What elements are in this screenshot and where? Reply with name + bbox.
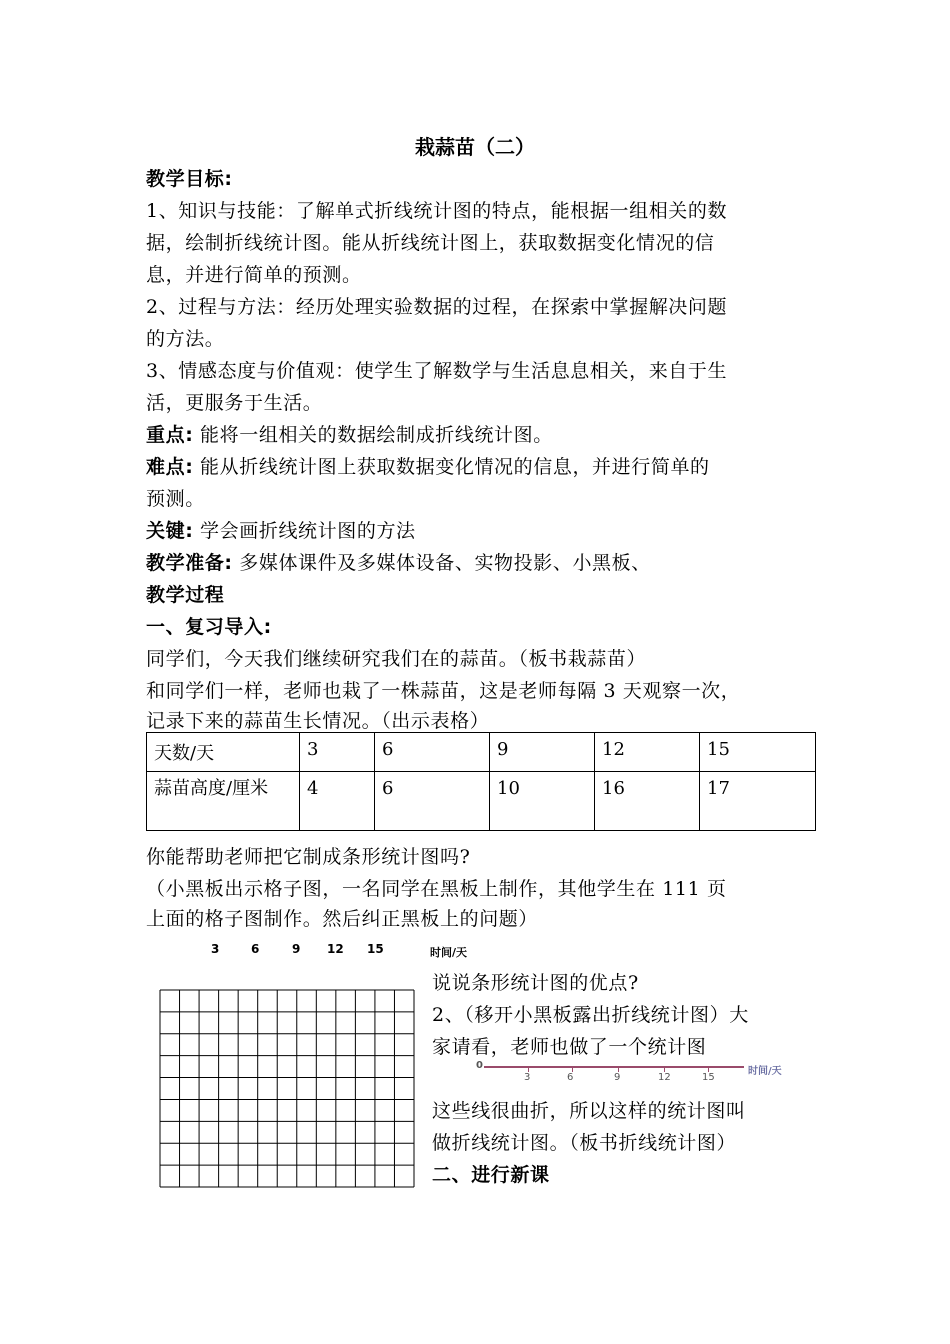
question1: 你能帮助老师把它制成条形统计图吗? (146, 846, 471, 868)
growth-table (146, 732, 816, 831)
key-point (146, 420, 553, 447)
goal3-line2: 活，更服务于生活。 (146, 392, 323, 414)
small-axis-tick-label: 9 (614, 1072, 621, 1083)
goal3-line1: 3、情感态度与价值观：使学生了解数学与生活息息相关，来自于生 (146, 360, 728, 382)
para1: 同学们，今天我们继续研究我们在的蒜苗。（板书栽蒜苗） (146, 648, 647, 670)
right-line4: 这些线很曲折，所以这样的统计图叫 (432, 1100, 746, 1122)
goal2-line1: 2、过程与方法：经历处理实验数据的过程，在探索中掌握解决问题 (146, 296, 728, 318)
goal1-line2: 据，绘制折线统计图。能从折线统计图上，获取数据变化情况的信 (146, 232, 715, 254)
crux-text: 学会画折线统计图的方法 (200, 520, 416, 542)
difficult-label: 难点: (146, 456, 194, 478)
goals-heading: 教学目标: (146, 168, 233, 190)
grid-tick-label: 6 (251, 942, 260, 956)
right-line2: 2、（移开小黑板露出折线统计图）大 (432, 1004, 749, 1026)
prep-text: 多媒体课件及多媒体设备、实物投影、小黑板、 (239, 552, 651, 574)
difficult-text-2: 预测。 (146, 488, 205, 510)
goal1-line1: 1、知识与技能：了解单式折线统计图的特点，能根据一组相关的数 (146, 200, 728, 222)
table-cell: 6 (375, 772, 490, 831)
table-cell: 蒜苗高度/厘米 (147, 772, 300, 831)
process-heading: 教学过程 (146, 584, 225, 606)
small-axis-tick-label: 12 (658, 1072, 671, 1083)
table-row (147, 733, 816, 772)
table-cell: 17 (700, 772, 816, 831)
section1-heading: 一、复习导入: (146, 616, 272, 638)
small-axis-zero: 0 (476, 1060, 483, 1071)
prep-label: 教学准备: (146, 552, 233, 574)
question2-line2: 上面的格子图制作。然后纠正黑板上的问题） (146, 908, 539, 930)
small-axis-label: 时间/天 (748, 1066, 782, 1077)
table-cell: 16 (595, 772, 700, 831)
preparation (146, 548, 651, 575)
para2: 和同学们一样，老师也栽了一株蒜苗，这是老师每隔 3 天观察一次， (146, 680, 741, 702)
table-cell: 6 (375, 733, 490, 772)
grid-tick-label: 12 (327, 942, 344, 956)
right-line5: 做折线统计图。（板书折线统计图） (432, 1132, 737, 1154)
right-line3: 家请看，老师也做了一个统计图 (432, 1036, 707, 1058)
crux-label: 关键: (146, 520, 194, 542)
table-cell: 天数/天 (147, 733, 300, 772)
table-cell: 4 (300, 772, 375, 831)
difficult-point (146, 452, 710, 479)
key-label: 重点: (146, 424, 194, 446)
goal2-line2: 的方法。 (146, 328, 225, 350)
table-cell: 3 (300, 733, 375, 772)
table-cell: 15 (700, 733, 816, 772)
grid-tick-label: 15 (367, 942, 384, 956)
small-axis-tick-label: 3 (524, 1072, 531, 1083)
key-text: 能将一组相关的数据绘制成折线统计图。 (200, 424, 553, 446)
table-cell: 12 (595, 733, 700, 772)
blank-grid (158, 988, 416, 1188)
right-line1: 说说条形统计图的优点? (432, 972, 639, 994)
grid-tick-label: 9 (292, 942, 301, 956)
para3: 记录下来的蒜苗生长情况。（出示表格） (146, 710, 490, 732)
crux-point (146, 516, 416, 543)
table-row (147, 772, 816, 831)
small-axis-line (484, 1066, 744, 1068)
small-axis-tick-label: 15 (702, 1072, 715, 1083)
table-cell: 10 (490, 772, 595, 831)
grid-axis-label: 时间/天 (430, 946, 468, 959)
page-title: 栽蒜苗（二） (415, 135, 535, 159)
question2-line1: （小黑板出示格子图，一名同学在黑板上制作，其他学生在 111 页 (146, 878, 727, 900)
grid-tick-label: 3 (211, 942, 220, 956)
difficult-text: 能从折线统计图上获取数据变化情况的信息，并进行简单的 (200, 456, 710, 478)
small-axis-tick-label: 6 (567, 1072, 574, 1083)
table-cell: 9 (490, 733, 595, 772)
goal1-line3: 息，并进行简单的预测。 (146, 264, 362, 286)
section2-heading: 二、进行新课 (432, 1164, 550, 1186)
